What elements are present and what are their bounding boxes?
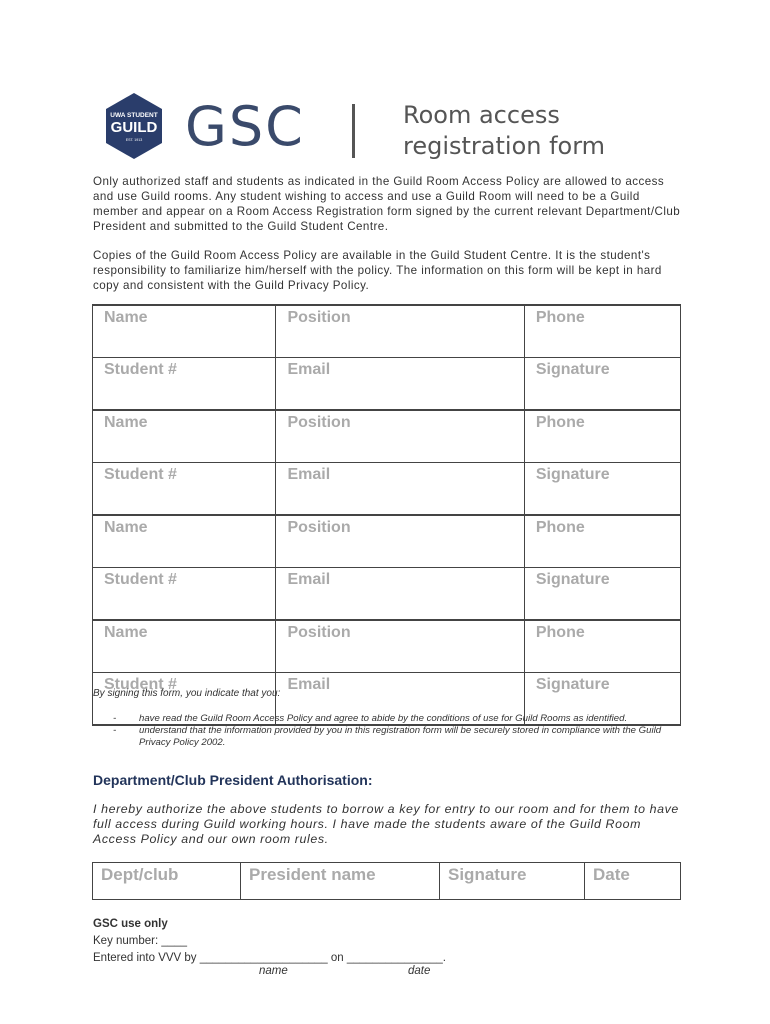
uwa-student-guild-logo [100, 92, 168, 160]
table-row [93, 863, 681, 900]
consent-item-text: understand that the information provided by you in this registration form will be securely stored in compliance with the Guild Privacy Policy 2002. [139, 725, 662, 748]
intro-paragraph-1: Only authorized staff and students as indicated in the Guild Room Access Policy are allowed to access and use Guild rooms. Any student wishing to access and use a Guild Room will need to be a Guild member and appear on a Room Access Registration form signed by the current relevant Department/Club President and submitted to the Guild Student Centre. [93, 175, 681, 233]
form-title-line2: registration form [403, 132, 606, 160]
student-number-field[interactable]: Student # [93, 358, 276, 411]
form-title [403, 100, 605, 162]
list-item [113, 713, 673, 725]
position-field[interactable]: Position [276, 620, 524, 673]
email-field[interactable]: Email [276, 673, 524, 726]
date-field[interactable]: Date [585, 863, 681, 900]
signature-field[interactable]: Signature [524, 568, 680, 621]
table-row [93, 463, 681, 516]
phone-field[interactable]: Phone [524, 515, 680, 568]
phone-field[interactable]: Phone [524, 410, 680, 463]
signature-field[interactable]: Signature [524, 463, 680, 516]
office-use-heading: GSC use only [93, 918, 168, 930]
key-number-line: Key number: ____ [93, 935, 187, 947]
position-field[interactable]: Position [276, 410, 524, 463]
table-row [93, 620, 681, 673]
name-field[interactable]: Name [93, 620, 276, 673]
registration-table [92, 304, 681, 726]
student-number-field[interactable]: Student # [93, 673, 276, 726]
intro-paragraph-2: Copies of the Guild Room Access Policy are available in the Guild Student Centre. It is the student's responsibility to familiarize him/herself with the policy. The information on this form will be kept in hard copy and consistent with the Guild Privacy Policy. [93, 249, 662, 292]
position-field[interactable]: Position [276, 305, 524, 358]
signature-field[interactable]: Signature [524, 358, 680, 411]
table-row [93, 410, 681, 463]
phone-field[interactable]: Phone [524, 620, 680, 673]
table-row [93, 515, 681, 568]
authorisation-table [92, 862, 681, 900]
signature-field[interactable]: Signature [524, 673, 680, 726]
name-caption: name [259, 965, 288, 977]
consent-intro: By signing this form, you indicate that you: [93, 688, 281, 699]
office-use-section [93, 916, 446, 967]
consent-list [113, 713, 673, 749]
consent-item-text: have read the Guild Room Access Policy and agree to abide by the conditions of use for Guild Rooms as identified. [139, 713, 628, 724]
org-wordmark: GSC [185, 95, 305, 158]
list-item [113, 725, 673, 749]
student-number-field[interactable]: Student # [93, 568, 276, 621]
name-field[interactable]: Name [93, 305, 276, 358]
name-field[interactable]: Name [93, 515, 276, 568]
bullet-dash: - [113, 725, 117, 736]
authorisation-statement: I hereby authorize the above students to borrow a key for entry to our room and for them to have full access during Guild working hours. I have made the students aware of the Guild Room Access Policy and our own room rules. [93, 802, 679, 846]
table-row [93, 568, 681, 621]
bullet-dash: - [113, 713, 117, 724]
student-number-field[interactable]: Student # [93, 463, 276, 516]
entered-into-line: Entered into VVV by ____________________ on _______________. [93, 952, 446, 964]
logo-line3: EST. 1913 [125, 138, 143, 142]
president-name-field[interactable]: President name [241, 863, 440, 900]
president-signature-field[interactable]: Signature [440, 863, 585, 900]
phone-field[interactable]: Phone [524, 305, 680, 358]
authorisation-heading: Department/Club President Authorisation: [93, 772, 373, 788]
dept-club-field[interactable]: Dept/club [93, 863, 241, 900]
logo-line1: UWA STUDENT [110, 112, 158, 119]
form-title-line1: Room access [403, 101, 560, 129]
email-field[interactable]: Email [276, 568, 524, 621]
email-field[interactable]: Email [276, 463, 524, 516]
header-divider [352, 104, 355, 158]
date-caption: date [408, 965, 431, 977]
table-row [93, 358, 681, 411]
name-field[interactable]: Name [93, 410, 276, 463]
logo-line2: GUILD [110, 119, 158, 136]
position-field[interactable]: Position [276, 515, 524, 568]
email-field[interactable]: Email [276, 358, 524, 411]
table-row [93, 305, 681, 358]
